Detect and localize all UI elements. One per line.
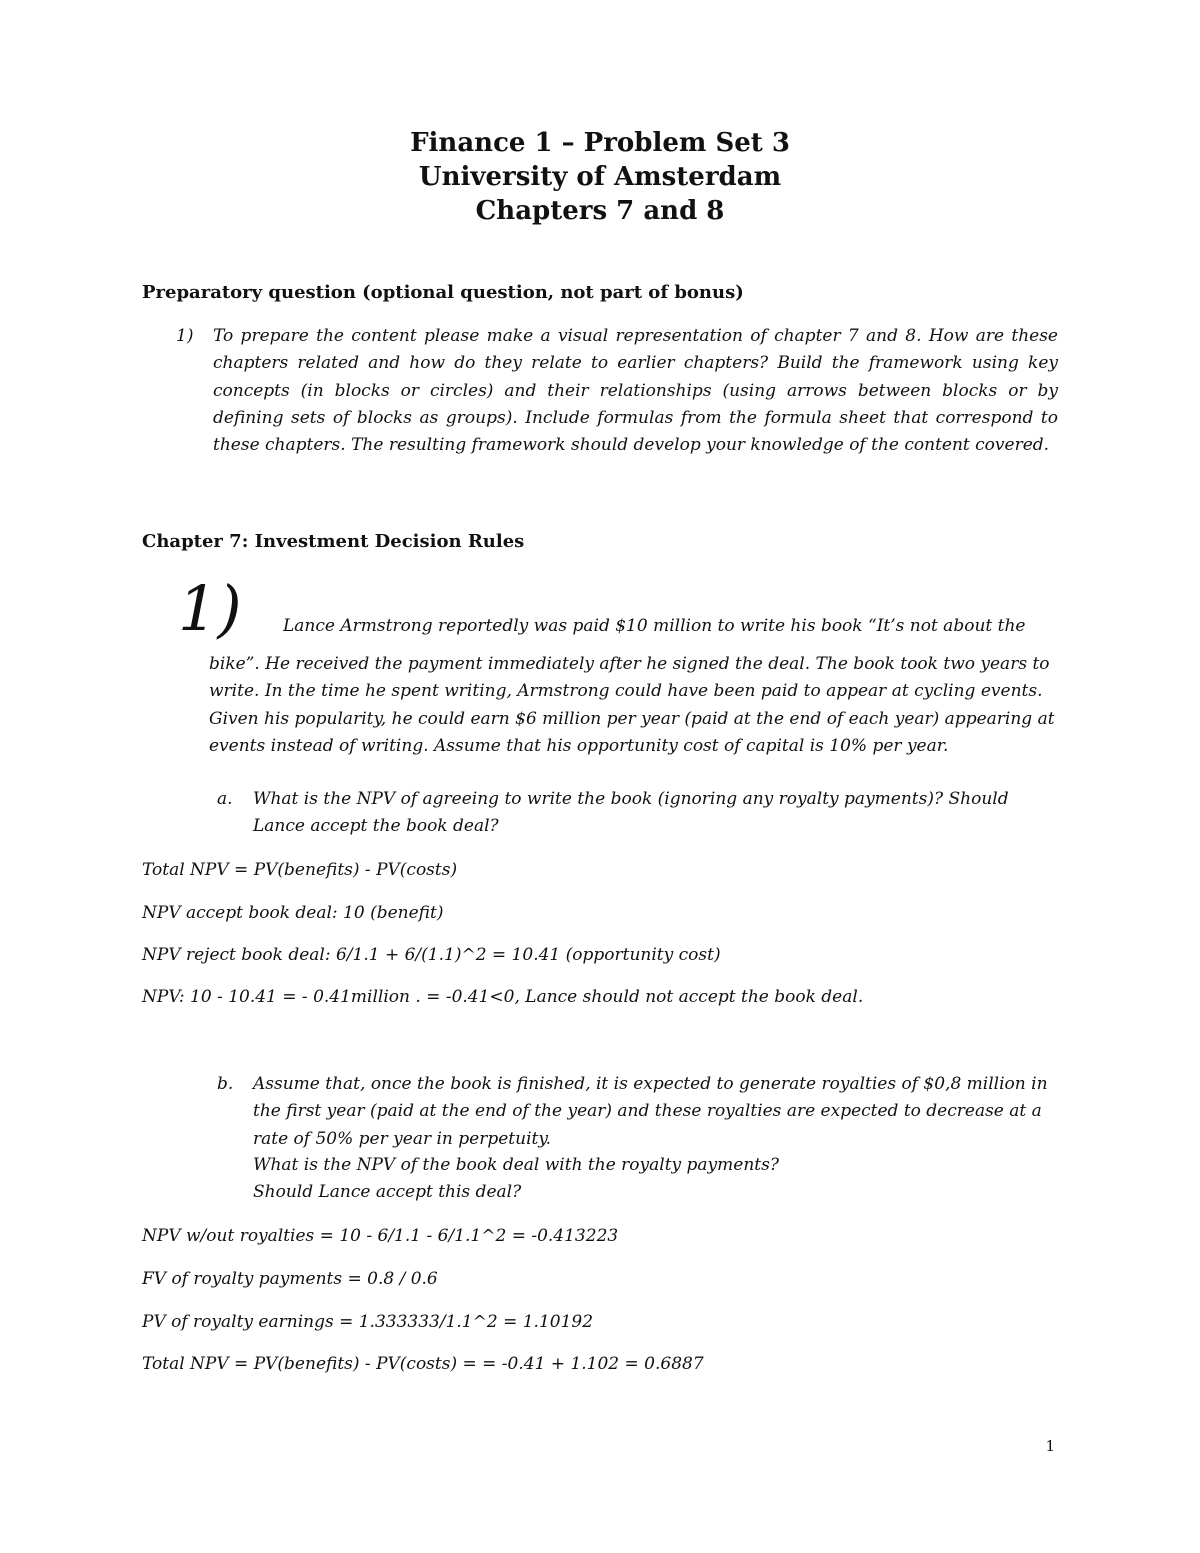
prep-number: 1) <box>176 326 194 346</box>
q1b-question-2: Should Lance accept this deal? <box>253 1182 522 1202</box>
q1b-answer-4: Total NPV = PV(benefits) - PV(costs) = = -0.41 + 1.102 = 0.6887 <box>142 1354 704 1374</box>
title-chapters: Chapters 7 and 8 <box>475 196 725 226</box>
q1a-answer-3: NPV reject book deal: 6/1.1 + 6/(1.1)^2 = 10.41 (opportunity cost) <box>142 945 721 965</box>
q1a-answer-1: Total NPV = PV(benefits) - PV(costs) <box>142 860 458 880</box>
q1b-question-1: What is the NPV of the book deal with the royalty payments? <box>253 1155 779 1175</box>
title-university: University of Amsterdam <box>418 162 782 192</box>
q1-number: 1) <box>178 572 242 645</box>
title-block <box>0 126 1200 228</box>
q1b-label: b. <box>217 1074 234 1094</box>
page-number: 1 <box>1045 1437 1055 1455</box>
q1a-text: What is the NPV of agreeing to write the book (ignoring any royalty payments)? Should Lance accept the book deal? <box>253 789 1009 837</box>
q1a-answer-4: NPV: 10 - 10.41 = - 0.41million . = -0.41<0, Lance should not accept the book deal. <box>142 987 864 1007</box>
q1-text: bike”. He received the payment immediately after he signed the deal. The book took two years to write. In the time he spent writing, Armstrong could have been paid to appear at cycling events. Given his popularity, he could earn $6 million per year (paid at the end of each year) appearing at events instead of writing. Assume that his opportunity cost of capital is 10% per year. <box>209 654 1055 756</box>
q1b-text: Assume that, once the book is finished, it is expected to generate royalties of $0,8 million in the first year (paid at the end of the year) and these royalties are expected to decrease at a rate of 50% per year in perpetuity. <box>253 1074 1048 1149</box>
q1b-answer-2: FV of royalty payments = 0.8 / 0.6 <box>142 1269 438 1289</box>
q1b-answer-1: NPV w/out royalties = 10 - 6/1.1 - 6/1.1^2 = -0.413223 <box>142 1226 619 1246</box>
q1b-answer-3: PV of royalty earnings = 1.333333/1.1^2 = 1.10192 <box>142 1312 594 1332</box>
chapter7-heading: Chapter 7: Investment Decision Rules <box>142 531 525 552</box>
prep-heading: Preparatory question (optional question, not part of bonus) <box>142 282 744 303</box>
q1-first-line: Lance Armstrong reportedly was paid $10 million to write his book “It’s not about the <box>283 616 1026 636</box>
prep-text: To prepare the content please make a visual representation of chapter 7 and 8. How are these chapters related and how do they relate to earlier chapters? Build the framework using key concepts (in blocks or circles) and their relationships (using arrows between blocks or by defining sets of blocks as groups). Include formulas from the formula sheet that correspond to these chapters. The resulting framework should develop your knowledge of the content covered. <box>213 326 1058 456</box>
title-course: Finance 1 – Problem Set 3 <box>410 128 790 158</box>
q1a-answer-2: NPV accept book deal: 10 (benefit) <box>142 903 444 923</box>
q1a-label: a. <box>217 789 233 809</box>
